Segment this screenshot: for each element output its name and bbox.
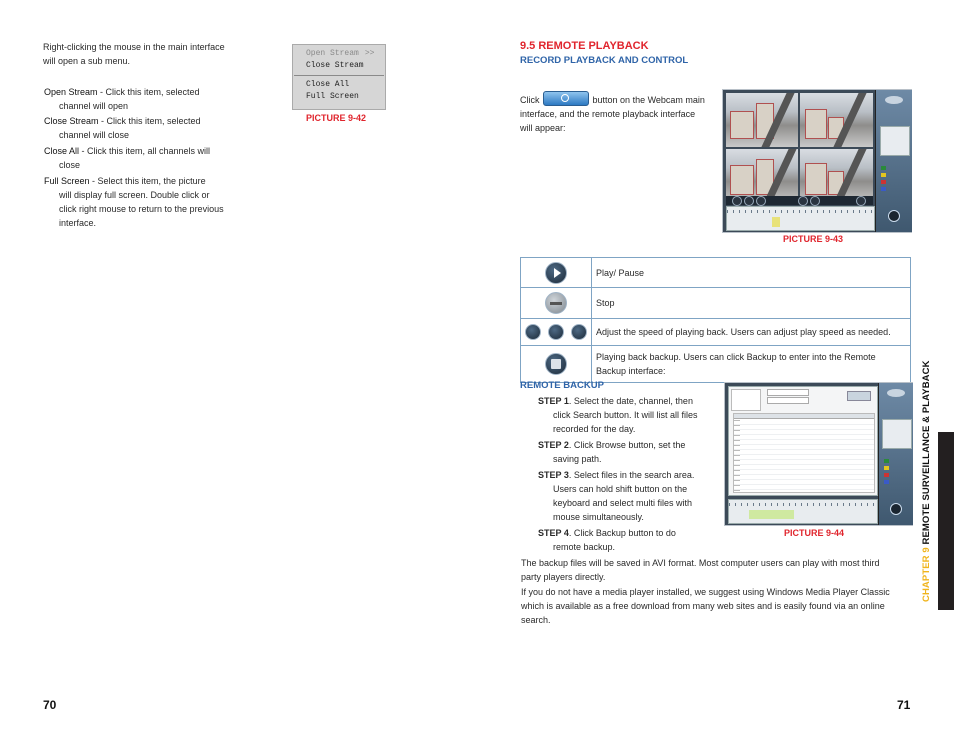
backup-icon	[545, 353, 567, 375]
search-results-list[interactable]	[733, 413, 875, 493]
magnifier-icon	[561, 94, 569, 102]
playback-timeline[interactable]	[726, 206, 875, 231]
logo-icon	[887, 389, 905, 397]
desc-close-stream: Close Stream - Click this item, selected channel will close	[44, 116, 201, 140]
camera-view-1	[726, 93, 798, 147]
control-icon[interactable]	[798, 196, 808, 206]
folder-tree	[731, 389, 761, 411]
step-2: STEP 2. Click Browse button, set the saving path.	[538, 440, 686, 464]
control-icon[interactable]	[732, 196, 742, 206]
submenu-arrow-icon: >>	[364, 49, 375, 58]
desc-full-screen: Full Screen - Select this item, the picture will display full screen. Double click or click right mouse to return to the previous interface.	[44, 176, 224, 228]
section-subtitle: RECORD PLAYBACK AND CONTROL	[520, 55, 689, 66]
control-icon[interactable]	[856, 196, 866, 206]
backup-steps	[538, 394, 718, 554]
camera-view-2	[800, 93, 873, 147]
caption-picture-9-42: PICTURE 9-42	[306, 113, 367, 123]
backup-window	[728, 386, 878, 496]
desc-close-all: Close All - Click this item, all channels will close	[44, 146, 211, 170]
backup-side-panel	[878, 383, 913, 525]
menu-separator	[294, 75, 384, 76]
caption-picture-9-43: PICTURE 9-43	[783, 234, 844, 244]
table-row: Stop	[521, 288, 911, 319]
menu-item-full-screen[interactable]: Full Screen	[306, 92, 359, 101]
remote-backup-screenshot	[724, 382, 913, 526]
logo-icon	[885, 96, 903, 104]
fast-icon	[571, 324, 587, 340]
backup-action-icon[interactable]	[890, 503, 902, 515]
click-instruction: Click button on the Webcam main interface, and the remote playback interface will appear:	[520, 91, 720, 135]
section-title: 9.5 REMOTE PLAYBACK	[520, 40, 649, 52]
page-number-left: 70	[43, 698, 57, 712]
step-1: STEP 1. Select the date, channel, then click Search button. It will list all files recorded for the day.	[538, 396, 698, 434]
slow-icon	[525, 324, 541, 340]
table-row: Playing back backup. Users can click Backup to enter into the Remote Backup interface:	[521, 346, 911, 383]
playback-controls-table	[520, 257, 911, 383]
remote-backup-heading: REMOTE BACKUP	[520, 380, 604, 391]
normal-speed-icon	[548, 324, 564, 340]
remote-playback-screenshot	[722, 89, 912, 233]
caption-picture-9-44: PICTURE 9-44	[784, 528, 845, 538]
table-row: Play/ Pause	[521, 258, 911, 288]
desc-open-stream: Open Stream - Click this item, selected channel will open	[44, 87, 200, 111]
date-field[interactable]	[767, 397, 809, 404]
control-icon[interactable]	[756, 196, 766, 206]
menu-item-close-all[interactable]: Close All	[306, 80, 350, 89]
step-3: STEP 3. Select files in the search area. Users can hold shift button on the keyboard and select multi files with mouse simultaneously.	[538, 470, 695, 522]
menu-item-descriptions	[44, 85, 274, 230]
calendar-widget[interactable]	[880, 126, 910, 156]
playback-controls-bar	[726, 196, 873, 205]
calendar-widget[interactable]	[882, 419, 912, 449]
control-icon[interactable]	[810, 196, 820, 206]
intro-paragraph: Right-clicking the mouse in the main interface will open a sub menu.	[43, 42, 225, 66]
playback-action-icon[interactable]	[888, 210, 900, 222]
remote-playback-button-image	[543, 91, 589, 106]
context-menu	[292, 44, 386, 110]
backup-timeline[interactable]	[728, 499, 878, 524]
media-player-paragraph: If you do not have a media player installed, we suggest using Windows Media Player Classic which is available as a free download from many web sites and is easily found via an online search.	[521, 587, 890, 625]
search-button[interactable]	[847, 391, 871, 401]
chapter-side-label: CHAPTER 9 REMOTE SURVEILLANCE & PLAYBACK	[921, 360, 932, 602]
camera-view-3	[726, 149, 798, 203]
backup-format-paragraph: The backup files will be saved in AVI format. Most computer users can play with most third party players directly.	[521, 558, 880, 582]
page-number-right: 71	[897, 698, 911, 712]
play-icon	[545, 262, 567, 284]
table-row: Adjust the speed of playing back. Users can adjust play speed as needed.	[521, 319, 911, 346]
step-4: STEP 4. Click Backup button to do remote backup.	[538, 528, 676, 552]
stop-icon	[545, 292, 567, 314]
playback-side-panel	[875, 90, 912, 232]
control-icon[interactable]	[744, 196, 754, 206]
menu-item-open-stream[interactable]: Open Stream >>	[306, 49, 375, 58]
chapter-side-tab	[938, 432, 954, 610]
date-field[interactable]	[767, 389, 809, 396]
menu-item-close-stream[interactable]: Close Stream	[306, 61, 364, 70]
camera-view-4	[800, 149, 873, 203]
